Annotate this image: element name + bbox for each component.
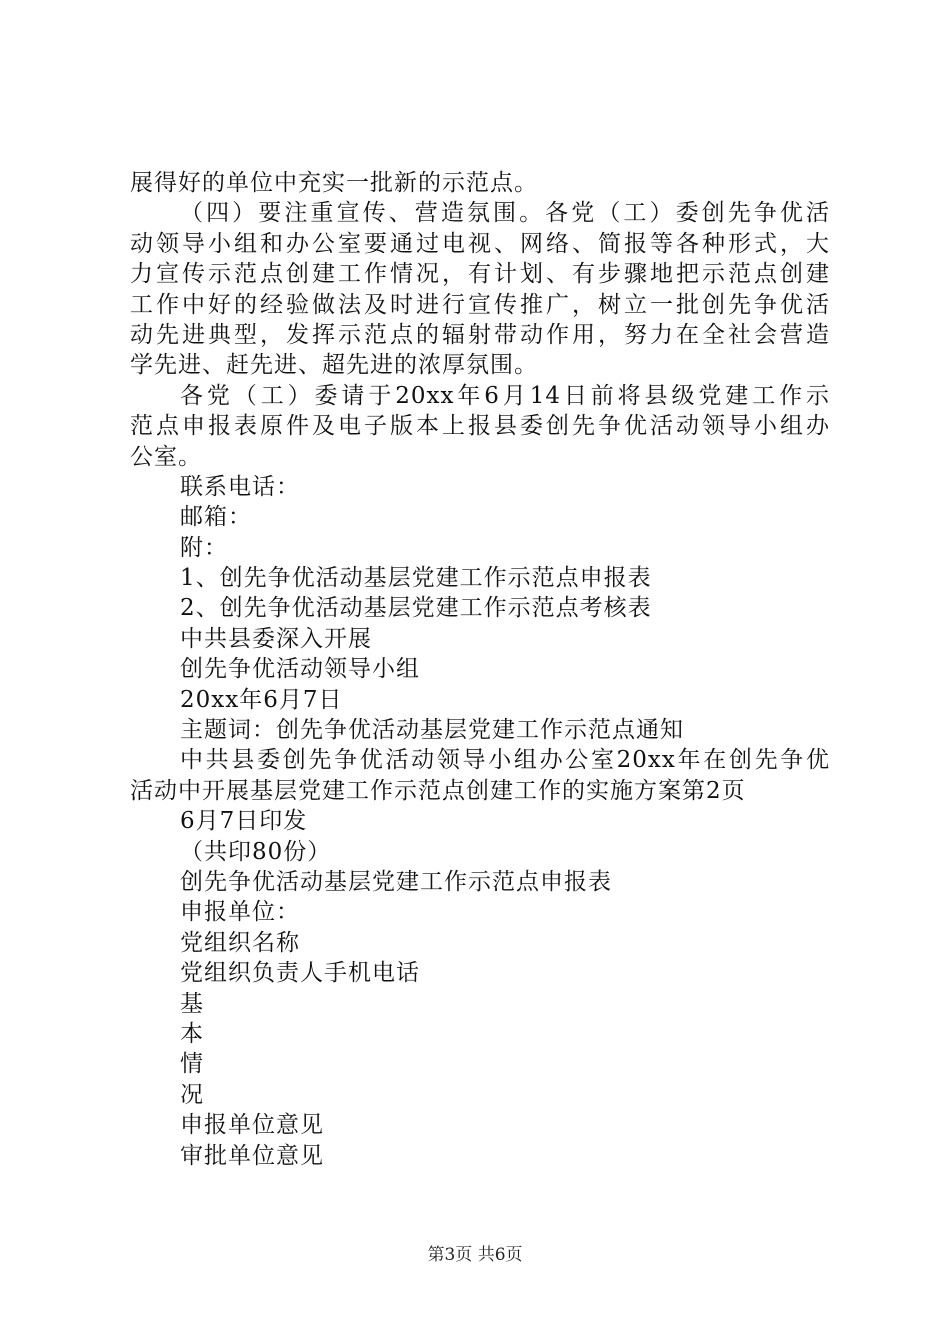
email-label: 邮箱： xyxy=(180,504,252,531)
text-line: 力宣传示范点创建工作情况，有计划、有步骤地把示范点创建 xyxy=(130,261,830,288)
form-title: 创先争优活动基层党建工作示范点申报表 xyxy=(180,868,612,895)
issuer-line: 创先争优活动领导小组 xyxy=(180,656,420,683)
form-field-label: 申报单位： xyxy=(180,899,300,926)
attachment-item: 2、创先争优活动基层党建工作示范点考核表 xyxy=(180,595,652,622)
text-line: 动先进典型，发挥示范点的辐射带动作用，努力在全社会营造 xyxy=(130,321,830,348)
attachment-label: 附： xyxy=(180,534,228,561)
form-field-label: 申报单位意见 xyxy=(180,1112,324,1139)
form-field-label: 基 xyxy=(180,990,204,1017)
print-count: （共印80份） xyxy=(180,838,332,865)
form-field-label: 审批单位意见 xyxy=(180,1142,324,1169)
document-body xyxy=(130,168,830,1171)
issuer-line: 中共县委深入开展 xyxy=(180,625,372,652)
text-line: 中共县委创先争优活动领导小组办公室20xx年在创先争优 xyxy=(180,747,830,774)
text-line: 动领导小组和办公室要通过电视、网络、简报等各种形式，大 xyxy=(130,230,830,257)
form-field-label: 况 xyxy=(180,1081,204,1108)
form-field-label: 本 xyxy=(180,1020,204,1047)
contact-phone-label: 联系电话： xyxy=(180,473,300,500)
issue-date: 20xx年6月7日 xyxy=(180,686,343,713)
form-field-label: 情 xyxy=(180,1051,204,1078)
form-field-label: 党组织名称 xyxy=(180,929,300,956)
text-line: 工作中好的经验做法及时进行宣传推广，树立一批创先争优活 xyxy=(130,291,830,318)
form-field-label: 党组织负责人手机电话 xyxy=(180,960,420,987)
text-line: 范点申报表原件及电子版本上报县委创先争优活动领导小组办 xyxy=(130,413,830,440)
text-line: 公室。 xyxy=(130,443,202,470)
subject-keywords: 主题词：创先争优活动基层党建工作示范点通知 xyxy=(180,717,684,744)
attachment-item: 1、创先争优活动基层党建工作示范点申报表 xyxy=(180,565,652,592)
text-line: 各党（工）委请于20xx年6月14日前将县级党建工作示 xyxy=(180,382,830,409)
text-line: 活动中开展基层党建工作示范点创建工作的实施方案第2页 xyxy=(130,777,746,804)
page-number-footer: 第3页 共6页 xyxy=(427,1245,523,1265)
print-date: 6月7日印发 xyxy=(180,808,308,835)
text-line: （四）要注重宣传、营造氛围。各党（工）委创先争优活 xyxy=(180,200,830,227)
text-line: 学先进、赶先进、超先进的浓厚氛围。 xyxy=(130,352,538,379)
text-line: 展得好的单位中充实一批新的示范点。 xyxy=(130,170,538,196)
